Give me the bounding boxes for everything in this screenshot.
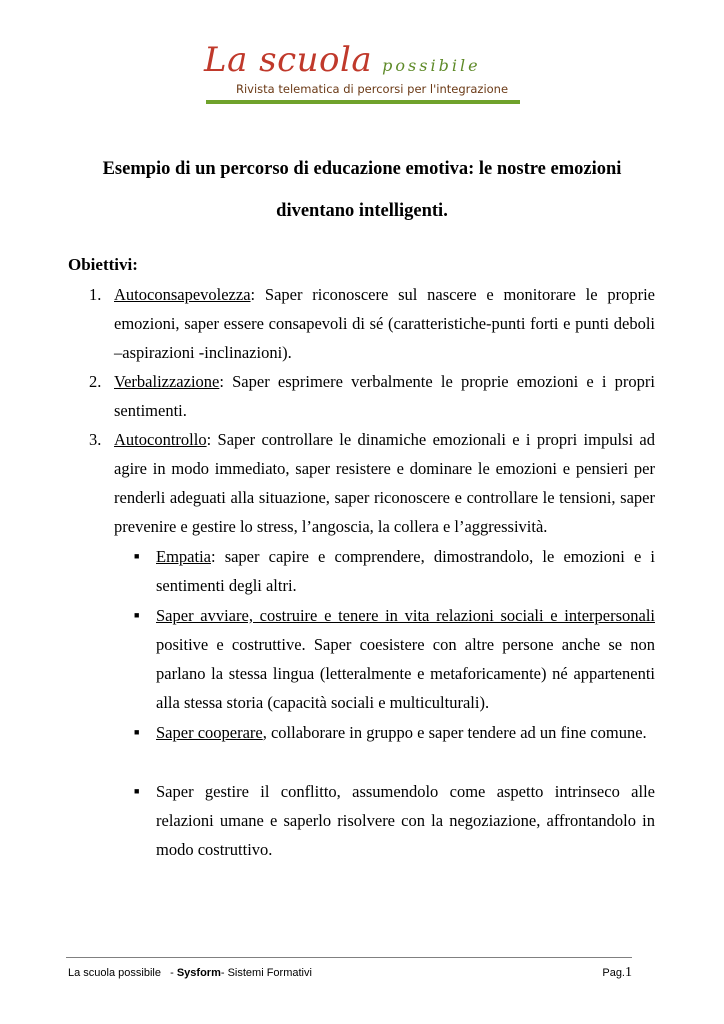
bullet-text: positive e costruttive. Saper coesistere con altre persone anche se non parlano la stessa lingua (letteralmente e metaforicamente) né appartenenti alla stessa storia (capacità sociali e multiculturali). bbox=[156, 635, 655, 712]
footer-left-prefix: La scuola possibile - bbox=[68, 967, 177, 979]
footer-company: Sysform bbox=[176, 967, 221, 979]
bullet-item-4 bbox=[134, 777, 655, 864]
footer-page bbox=[602, 964, 632, 982]
bullet-term: Saper cooperare bbox=[156, 723, 263, 742]
objective-text: : Saper controllare le dinamiche emozionali e i propri impulsi ad agire in modo immediato, saper resistere e dominare le emozioni e pensieri per renderli adeguati alla situazione, saper riconoscere e controllare le tensioni, saper prevenire e gestire lo stress, l’angoscia, la collera e l’aggressività. bbox=[114, 430, 655, 536]
objective-number: 2. bbox=[89, 372, 102, 391]
masthead-rule bbox=[206, 100, 520, 104]
document-title: Esempio di un percorso di educazione emotiva: le nostre emozioni diventano intelligenti. bbox=[102, 159, 622, 221]
bullet-item-1 bbox=[134, 542, 655, 600]
square-bullet-icon: ■ bbox=[134, 727, 140, 737]
square-bullet-icon: ■ bbox=[134, 610, 140, 620]
square-bullet-icon: ■ bbox=[134, 551, 140, 561]
bullet-item-3 bbox=[134, 718, 655, 747]
bullet-text: , collaborare in gruppo e saper tendere ad un fine comune. bbox=[262, 723, 647, 742]
footer-left-suffix: - Sistemi Formativi bbox=[220, 967, 312, 979]
objective-number: 1. bbox=[89, 285, 102, 304]
footer-page-label: Pag. bbox=[602, 967, 625, 979]
square-bullet-icon: ■ bbox=[134, 786, 140, 796]
objective-text: : Saper riconoscere sul nascere e monitorare le proprie emozioni, saper essere consapevoli di sé (caratteristiche-punti forti e punti deboli –aspirazioni -inclinazioni). bbox=[114, 285, 655, 362]
footer-divider bbox=[66, 957, 632, 958]
objective-term: Verbalizzazione bbox=[114, 372, 220, 391]
masthead-title bbox=[204, 40, 481, 80]
bullet-text: : saper capire e comprendere, dimostrandolo, le emozioni e i sentimenti degli altri. bbox=[156, 547, 655, 595]
objective-term: Autoconsapevolezza bbox=[114, 285, 251, 304]
bullet-text: Saper gestire il conflitto, assumendolo come aspetto intrinseco alle relazioni umane e saperlo risolvere con la negoziazione, affrontandolo in modo costruttivo. bbox=[156, 782, 655, 859]
objective-item-2 bbox=[89, 367, 655, 425]
masthead-logo bbox=[204, 40, 520, 108]
masthead-title-small: possibile bbox=[382, 56, 481, 75]
section-label-objectives: Obiettivi: bbox=[68, 255, 138, 274]
bullet-item-2 bbox=[134, 601, 655, 717]
page-footer bbox=[68, 964, 632, 982]
footer-publication bbox=[68, 964, 312, 982]
objective-number: 3. bbox=[89, 430, 102, 449]
bullet-term: Empatia bbox=[156, 547, 211, 566]
objective-text: : Saper esprimere verbalmente le proprie emozioni e i propri sentimenti. bbox=[114, 372, 655, 420]
masthead-subtitle: Rivista telematica di percorsi per l'integrazione bbox=[236, 82, 509, 96]
objective-term: Autocontrollo bbox=[114, 430, 207, 449]
objective-item-3 bbox=[89, 425, 655, 541]
page-number: 1 bbox=[625, 965, 632, 980]
bullet-term: Saper avviare, costruire e tenere in vita relazioni sociali e interpersonali bbox=[156, 606, 655, 625]
masthead-title-main: La scuola bbox=[204, 40, 373, 80]
objective-item-1 bbox=[89, 280, 655, 367]
